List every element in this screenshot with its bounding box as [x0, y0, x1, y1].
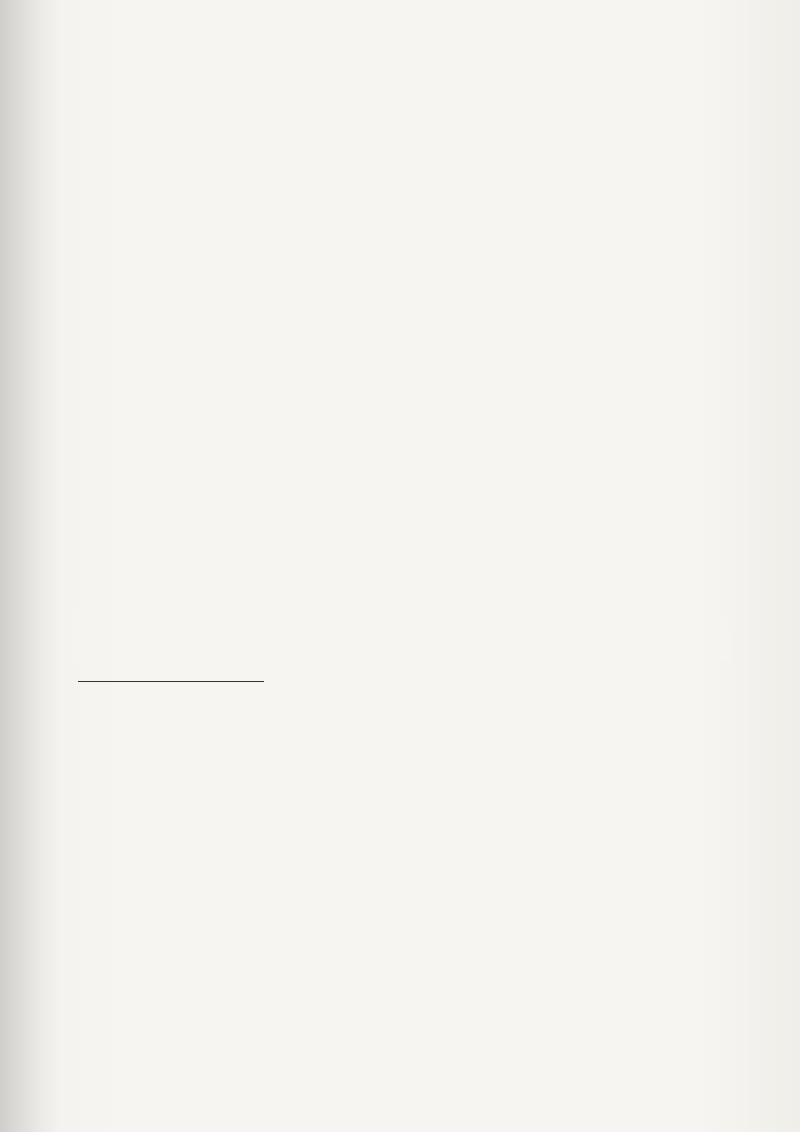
footnote-divider — [78, 681, 264, 682]
page-footer — [572, 1068, 584, 1086]
page-fade — [70, 600, 730, 660]
page-fold-shadow — [0, 0, 60, 1132]
